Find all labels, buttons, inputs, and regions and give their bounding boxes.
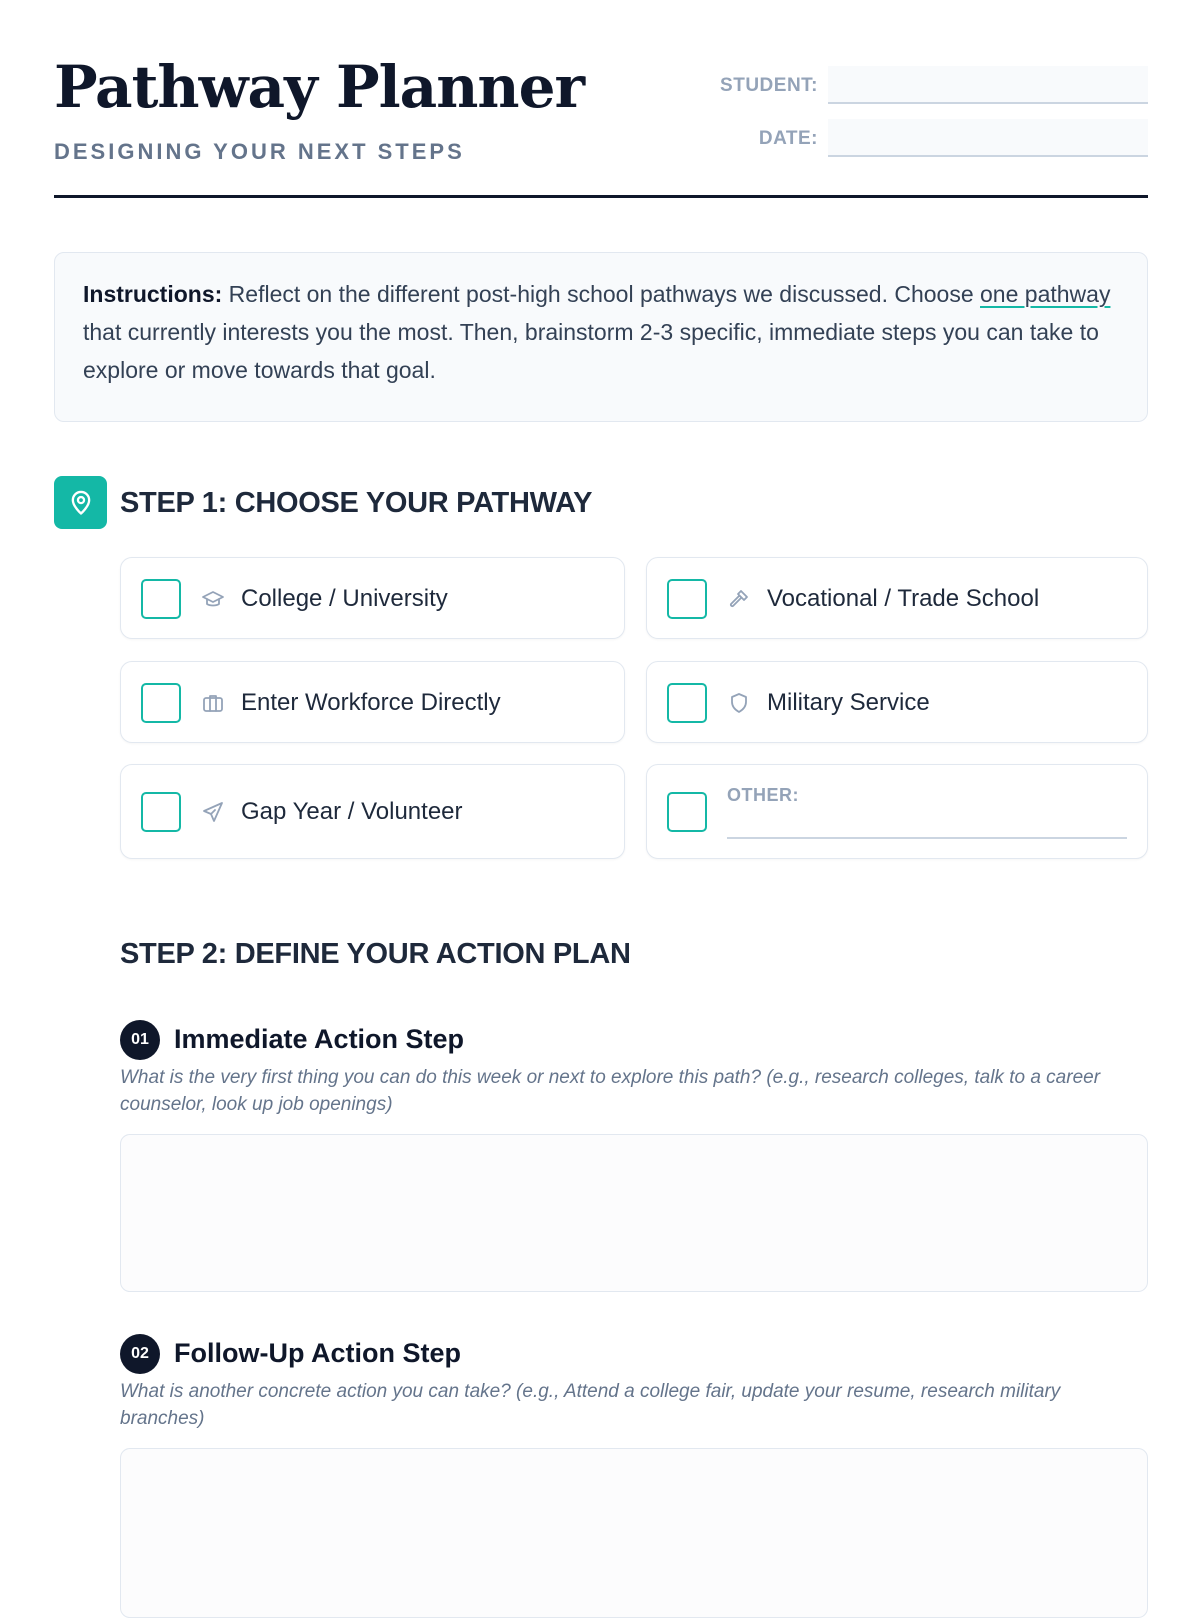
checkbox[interactable] xyxy=(667,792,707,832)
checkbox[interactable] xyxy=(141,792,181,832)
action-answer-box[interactable] xyxy=(120,1134,1148,1292)
option-college-university[interactable] xyxy=(120,557,625,639)
shield-icon xyxy=(727,691,751,715)
graduation-cap-icon xyxy=(201,587,225,611)
action-description: What is the very first thing you can do this week or next to explore this path? (e.g., research colleges, talk to a career counselor, look up job openings) xyxy=(120,1067,1101,1115)
action-title: Follow-Up Action Step xyxy=(174,1338,461,1368)
instructions-box xyxy=(54,252,1148,422)
step-number-badge: 02 xyxy=(120,1334,160,1374)
option-military-service[interactable] xyxy=(646,661,1148,743)
option-label: College / University xyxy=(241,585,448,612)
other-input-line[interactable] xyxy=(727,837,1127,839)
briefcase-icon xyxy=(201,691,225,715)
page-title: Pathway Planner xyxy=(54,53,585,121)
header-divider xyxy=(54,195,1148,198)
option-label: Vocational / Trade School xyxy=(767,585,1040,612)
option-enter-workforce[interactable] xyxy=(120,661,625,743)
hammer-icon xyxy=(727,587,751,611)
instructions-text-1: Reflect on the different post-high school pathways we discussed. Choose xyxy=(222,281,981,307)
date-label: DATE: xyxy=(758,128,818,149)
option-label: Gap Year / Volunteer xyxy=(241,798,463,825)
instructions-lead: Instructions: xyxy=(83,281,223,307)
other-label: OTHER: xyxy=(727,785,799,805)
student-label: STUDENT: xyxy=(720,75,818,96)
checkbox[interactable] xyxy=(141,579,181,619)
action-title: Immediate Action Step xyxy=(174,1024,465,1054)
step-number-badge: 01 xyxy=(120,1020,160,1060)
instructions-text-2: that currently interests you the most. Then, brainstorm 2-3 specific, immediate steps you can take to explore or move towards that goal. xyxy=(83,319,1099,383)
page-subtitle: DESIGNING YOUR NEXT STEPS xyxy=(54,139,465,164)
option-label: Military Service xyxy=(767,689,930,716)
step2-heading: STEP 2: DEFINE YOUR ACTION PLAN xyxy=(120,938,631,970)
date-field[interactable] xyxy=(828,119,1148,157)
option-other[interactable] xyxy=(646,764,1148,859)
option-label: Enter Workforce Directly xyxy=(241,689,501,716)
checkbox[interactable] xyxy=(667,579,707,619)
map-pin-icon xyxy=(54,476,107,529)
student-field[interactable] xyxy=(828,66,1148,104)
action-description: What is another concrete action you can take? (e.g., Attend a college fair, update your resume, research military branches) xyxy=(120,1381,1061,1429)
action-answer-box[interactable] xyxy=(120,1448,1148,1618)
option-vocational-trade[interactable] xyxy=(646,557,1148,639)
plane-icon xyxy=(201,800,225,824)
checkbox[interactable] xyxy=(141,683,181,723)
option-gap-year[interactable] xyxy=(120,764,625,859)
step1-heading: STEP 1: CHOOSE YOUR PATHWAY xyxy=(120,487,593,519)
instructions-emphasis: one pathway xyxy=(980,281,1111,307)
checkbox[interactable] xyxy=(667,683,707,723)
